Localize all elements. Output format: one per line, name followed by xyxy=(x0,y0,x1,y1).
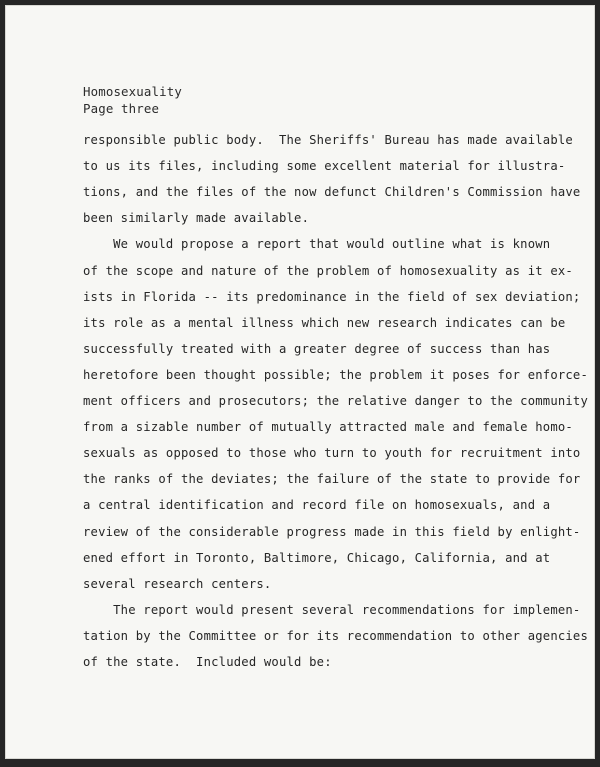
text-line: ened effort in Toronto, Baltimore, Chicago, California, and at xyxy=(83,550,551,565)
text-line: The report would present several recommendations for implemen- xyxy=(83,602,581,617)
text-line: ment officers and prosecutors; the relative danger to the community xyxy=(83,394,589,408)
text-line: been similarly made available. xyxy=(83,211,310,226)
header-title: Homosexuality xyxy=(83,84,182,99)
text-line: We would propose a report that would outline what is known xyxy=(83,237,551,252)
text-line: tions, and the files of the now defunct Children's Commission have xyxy=(83,185,581,200)
header-page-number: Page three xyxy=(83,101,160,116)
text-line: heretofore been thought possible; the problem it poses for enforce- xyxy=(83,367,589,382)
text-line: review of the considerable progress made in this field by enlight- xyxy=(83,524,581,539)
text-line: the ranks of the deviates; the failure of the state to provide for xyxy=(83,472,581,487)
text-line: of the scope and nature of the problem of homosexuality as it ex- xyxy=(83,263,573,278)
text-line: to us its files, including some excellent material for illustra- xyxy=(83,159,566,174)
text-line: successfully treated with a greater degree of success than has xyxy=(83,341,551,356)
running-header xyxy=(83,83,182,117)
text-line: of the state. Included would be: xyxy=(83,655,332,669)
text-line: several research centers. xyxy=(83,576,272,591)
text-line: its role as a mental illness which new research indicates can be xyxy=(83,315,566,330)
text-line: a central identification and record file on homosexuals, and a xyxy=(83,498,551,513)
text-line: responsible public body. The Sheriffs' Bureau has made available xyxy=(83,133,573,147)
text-line: tation by the Committee or for its recommendation to other agencies xyxy=(83,628,589,643)
text-line: from a sizable number of mutually attracted male and female homo- xyxy=(83,420,573,435)
document-page xyxy=(5,5,595,759)
text-line: ists in Florida -- its predominance in the field of sex deviation; xyxy=(83,289,581,304)
text-line: sexuals as opposed to those who turn to youth for recruitment into xyxy=(83,446,581,461)
